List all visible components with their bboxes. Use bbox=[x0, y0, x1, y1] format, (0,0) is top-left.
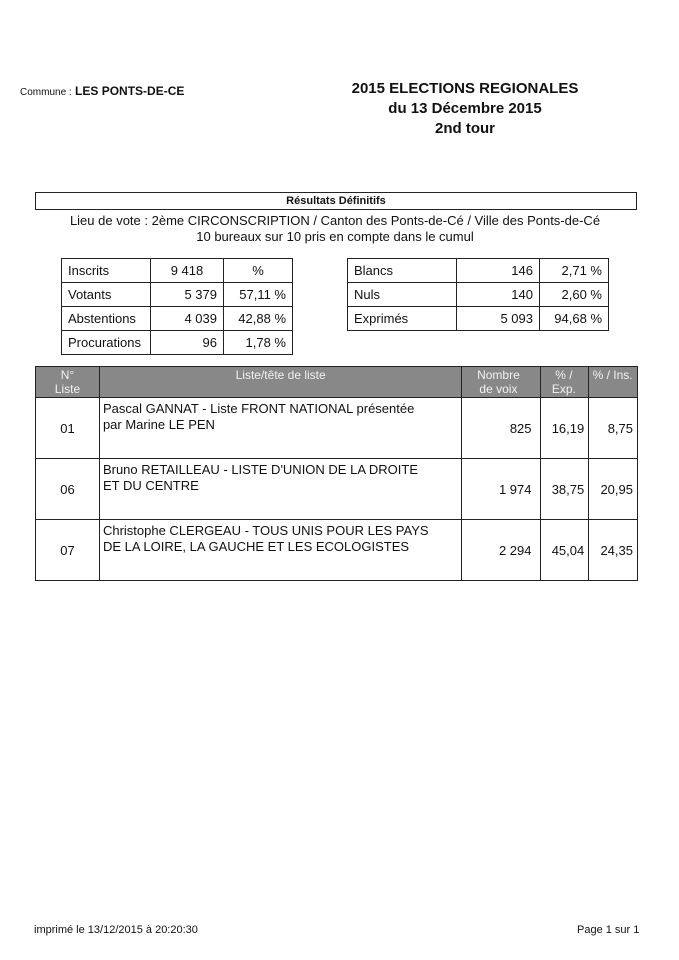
commune-line bbox=[20, 84, 184, 98]
stats-label: Votants bbox=[62, 283, 151, 307]
commune-label: Commune : bbox=[20, 87, 72, 98]
list-name-line2: DE LA LOIRE, LA GAUCHE ET LES ECOLOGISTES bbox=[102, 539, 410, 554]
stats-table-right bbox=[347, 258, 609, 331]
table-row bbox=[36, 459, 638, 520]
stats-value: 96 bbox=[151, 331, 224, 355]
list-pct-ins: 24,35 bbox=[589, 520, 638, 581]
list-pct-ins: 20,95 bbox=[589, 459, 638, 520]
stats-value: 146 bbox=[457, 259, 540, 283]
stats-pct: 1,78 % bbox=[224, 331, 293, 355]
election-round: 2nd tour bbox=[435, 120, 495, 137]
stats-row-blancs bbox=[348, 259, 609, 283]
list-votes: 825 bbox=[462, 398, 540, 459]
polling-location bbox=[35, 213, 635, 245]
table-row bbox=[36, 398, 638, 459]
stats-label: Exprimés bbox=[348, 307, 457, 331]
stats-value: 5 093 bbox=[457, 307, 540, 331]
commune-value: LES PONTS-DE-CE bbox=[75, 84, 185, 98]
bureaux-count: 10 bureaux sur 10 pris en compte dans le cumul bbox=[196, 229, 474, 244]
results-title-box: Résultats Définitifs bbox=[35, 192, 637, 210]
stats-row-abstentions bbox=[62, 307, 293, 331]
list-name bbox=[99, 520, 461, 581]
header-no-line2: Liste bbox=[54, 382, 81, 396]
list-name bbox=[99, 398, 461, 459]
stats-row-votants bbox=[62, 283, 293, 307]
stats-value: 5 379 bbox=[151, 283, 224, 307]
header-pct-ins: % / Ins. bbox=[589, 367, 638, 398]
header-list-number bbox=[36, 367, 100, 398]
results-table bbox=[35, 366, 638, 581]
print-timestamp: imprimé le 13/12/2015 à 20:20:30 bbox=[34, 924, 198, 936]
document-title: 2015 ELECTIONS REGIONALES bbox=[351, 80, 579, 97]
list-name-line2: par Marine LE PEN bbox=[102, 417, 215, 432]
list-pct-ins: 8,75 bbox=[589, 398, 638, 459]
list-name-line2: ET DU CENTRE bbox=[102, 478, 199, 493]
stats-value: 4 039 bbox=[151, 307, 224, 331]
header-no-line1: N° bbox=[60, 368, 75, 382]
list-votes: 2 294 bbox=[462, 520, 540, 581]
list-pct-exp: 38,75 bbox=[540, 459, 589, 520]
list-number: 07 bbox=[36, 520, 100, 581]
list-pct-exp: 16,19 bbox=[540, 398, 589, 459]
results-header-row bbox=[36, 367, 638, 398]
list-votes: 1 974 bbox=[462, 459, 540, 520]
stats-pct: 42,88 % bbox=[224, 307, 293, 331]
stats-value: 140 bbox=[457, 283, 540, 307]
stats-row-exprimes bbox=[348, 307, 609, 331]
stats-row-nuls bbox=[348, 283, 609, 307]
stats-label: Abstentions bbox=[62, 307, 151, 331]
stats-table-left bbox=[61, 258, 293, 355]
stats-pct: 94,68 % bbox=[540, 307, 609, 331]
list-name-line1: Pascal GANNAT - Liste FRONT NATIONAL présentée bbox=[102, 401, 415, 416]
stats-label: Inscrits bbox=[62, 259, 151, 283]
header-list-name: Liste/tête de liste bbox=[99, 367, 461, 398]
list-name-line1: Bruno RETAILLEAU - LISTE D'UNION DE LA DROITE bbox=[102, 462, 418, 477]
stats-pct: 2,60 % bbox=[540, 283, 609, 307]
lieu-de-vote: Lieu de vote : 2ème CIRCONSCRIPTION / Canton des Ponts-de-Cé / Ville des Ponts-de-Cé bbox=[69, 213, 601, 228]
header-votes bbox=[462, 367, 540, 398]
header-votes-line1: Nombre bbox=[477, 368, 520, 382]
list-pct-exp: 45,04 bbox=[540, 520, 589, 581]
stats-pct: % bbox=[224, 259, 293, 283]
header-votes-line2: de voix bbox=[479, 382, 518, 396]
list-name bbox=[99, 459, 461, 520]
stats-row-procurations bbox=[62, 331, 293, 355]
stats-label: Procurations bbox=[62, 331, 151, 355]
table-row bbox=[36, 520, 638, 581]
header-pct-exp: % / Exp. bbox=[540, 367, 589, 398]
stats-row-inscrits bbox=[62, 259, 293, 283]
stats-label: Nuls bbox=[348, 283, 457, 307]
election-date: du 13 Décembre 2015 bbox=[388, 100, 542, 117]
stats-pct: 2,71 % bbox=[540, 259, 609, 283]
stats-label: Blancs bbox=[348, 259, 457, 283]
list-number: 01 bbox=[36, 398, 100, 459]
page-number: Page 1 sur 1 bbox=[577, 924, 640, 936]
list-number: 06 bbox=[36, 459, 100, 520]
stats-pct: 57,11 % bbox=[224, 283, 293, 307]
list-name-line1: Christophe CLERGEAU - TOUS UNIS POUR LES PAYS bbox=[102, 523, 429, 538]
stats-value: 9 418 bbox=[151, 259, 224, 283]
